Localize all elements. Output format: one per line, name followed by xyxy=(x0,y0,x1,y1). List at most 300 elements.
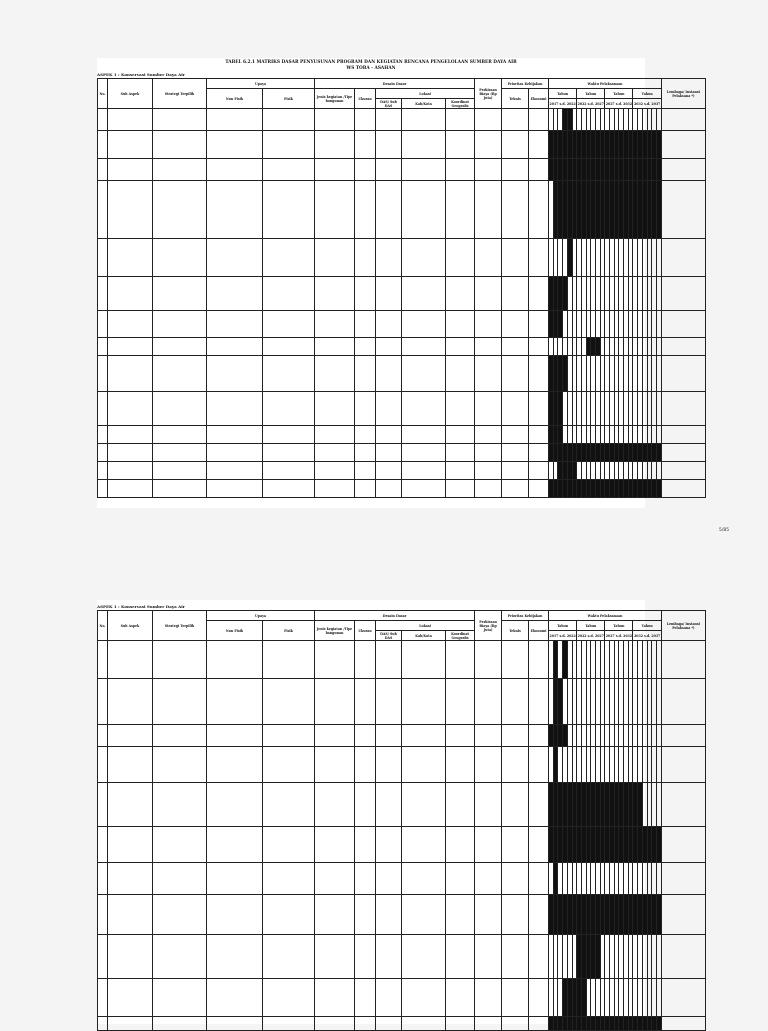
table-cell xyxy=(376,392,402,426)
table-cell xyxy=(402,159,446,181)
table-cell xyxy=(315,747,355,783)
header-prioritas: Prioritas Kebijakan xyxy=(502,79,549,89)
table-cell xyxy=(153,827,207,863)
table-cell xyxy=(98,311,108,338)
table-cell xyxy=(315,827,355,863)
table-cell xyxy=(315,311,355,338)
header-ekonomi: Ekonomi xyxy=(529,89,549,109)
table-cell xyxy=(502,462,529,480)
table-cell xyxy=(529,979,549,1017)
table-cell xyxy=(376,277,402,311)
table-row xyxy=(98,827,706,863)
page-marker: 5/85 xyxy=(719,528,730,533)
table-cell xyxy=(207,444,263,462)
table-cell xyxy=(475,338,502,356)
table-cell xyxy=(263,338,315,356)
table-cell xyxy=(502,863,529,895)
table-cell xyxy=(661,827,705,863)
table-cell xyxy=(529,641,549,679)
table-cell xyxy=(376,641,402,679)
table-cell xyxy=(376,462,402,480)
table-cell xyxy=(402,895,446,935)
table-cell xyxy=(153,979,207,1017)
matrix-table-1 xyxy=(97,78,706,498)
table-cell xyxy=(402,462,446,480)
table-cell xyxy=(502,747,529,783)
table-cell xyxy=(207,311,263,338)
table-cell xyxy=(207,462,263,480)
table-cell xyxy=(355,783,376,827)
table-cell xyxy=(446,747,475,783)
table-cell xyxy=(529,311,549,338)
table-cell xyxy=(502,480,529,498)
table-cell xyxy=(207,109,263,131)
table-cell xyxy=(355,181,376,239)
table-cell xyxy=(376,338,402,356)
table-cell xyxy=(263,311,315,338)
table-cell xyxy=(475,239,502,277)
table-cell xyxy=(402,181,446,239)
table-cell xyxy=(661,725,705,747)
table-body-1 xyxy=(98,109,706,498)
table-cell xyxy=(108,392,153,426)
table-cell xyxy=(529,783,549,827)
table-cell xyxy=(263,641,315,679)
table-cell xyxy=(502,979,529,1017)
table-cell xyxy=(108,109,153,131)
table-cell xyxy=(502,277,529,311)
table-cell xyxy=(355,462,376,480)
table-cell xyxy=(315,462,355,480)
table-cell xyxy=(108,462,153,480)
table-cell xyxy=(661,462,705,480)
header-sub-aspek: Sub Aspek xyxy=(108,611,153,641)
table-cell xyxy=(108,338,153,356)
table-cell xyxy=(153,131,207,159)
table-cell xyxy=(376,131,402,159)
table-cell xyxy=(98,641,108,679)
table-cell xyxy=(475,159,502,181)
table-cell xyxy=(502,109,529,131)
table-cell xyxy=(502,725,529,747)
table-cell xyxy=(502,131,529,159)
header-period-1: 2017 s.d. 2022 xyxy=(549,631,577,641)
table-cell xyxy=(207,426,263,444)
table-cell xyxy=(263,181,315,239)
table-row xyxy=(98,277,706,311)
table-cell xyxy=(446,277,475,311)
table-cell xyxy=(402,131,446,159)
header-tahun-2: Tahun xyxy=(577,89,605,99)
table-row xyxy=(98,109,706,131)
table-cell xyxy=(502,426,529,444)
table-cell xyxy=(661,444,705,462)
table-cell xyxy=(315,181,355,239)
table-cell xyxy=(529,863,549,895)
table-cell xyxy=(315,277,355,311)
table-cell xyxy=(661,641,705,679)
header-period-2: 2022 s.d. 2027 xyxy=(577,99,605,109)
header-non-fisik: Non Fisik xyxy=(207,621,263,641)
table-cell xyxy=(263,979,315,1017)
table-cell xyxy=(446,462,475,480)
table-cell xyxy=(402,827,446,863)
table-row xyxy=(98,863,706,895)
header-desain-dasar: Desain Dasar xyxy=(315,611,475,621)
header-period-3: 2027 s.d. 2032 xyxy=(605,99,633,109)
table-cell xyxy=(355,863,376,895)
table-cell xyxy=(475,725,502,747)
table-cell xyxy=(376,444,402,462)
table-cell xyxy=(108,747,153,783)
table-cell xyxy=(153,159,207,181)
table-cell xyxy=(376,239,402,277)
table-cell xyxy=(529,679,549,725)
table-cell xyxy=(529,392,549,426)
table-cell xyxy=(475,109,502,131)
table-cell xyxy=(446,444,475,462)
table-cell xyxy=(376,935,402,979)
table-cell xyxy=(315,356,355,392)
table-cell xyxy=(153,679,207,725)
table-cell xyxy=(475,392,502,426)
table-cell xyxy=(153,239,207,277)
table-row xyxy=(98,356,706,392)
table-cell xyxy=(98,159,108,181)
header-no: No. xyxy=(98,79,108,109)
table-row xyxy=(98,131,706,159)
table-title-line-1: TABEL 6.2.1 MATRIKS DASAR PENYUSUNAN PROGRAM DAN KEGIATAN RENCANA PENGELOLAAN SUMBER DAYA AIR xyxy=(225,60,517,65)
table-cell xyxy=(108,679,153,725)
table-cell xyxy=(153,338,207,356)
document-page-1 xyxy=(97,58,700,508)
table-cell xyxy=(446,895,475,935)
table-cell xyxy=(475,131,502,159)
table-cell xyxy=(376,480,402,498)
table-cell xyxy=(661,109,705,131)
header-period-4: 2032 s.d. 2037 xyxy=(633,99,661,109)
table-cell xyxy=(355,935,376,979)
table-cell xyxy=(502,641,529,679)
table-cell xyxy=(207,935,263,979)
table-cell xyxy=(315,863,355,895)
table-cell xyxy=(315,426,355,444)
table-cell xyxy=(98,239,108,277)
table-cell xyxy=(355,979,376,1017)
table-cell xyxy=(475,863,502,895)
table-cell xyxy=(355,239,376,277)
table-row xyxy=(98,181,706,239)
table-cell xyxy=(263,863,315,895)
table-cell xyxy=(98,426,108,444)
table-cell xyxy=(402,356,446,392)
table-cell xyxy=(355,480,376,498)
table-cell xyxy=(207,356,263,392)
table-cell xyxy=(355,747,376,783)
table-cell xyxy=(661,277,705,311)
table-cell xyxy=(475,747,502,783)
header-sub-aspek: Sub Aspek xyxy=(108,79,153,109)
header-jenis-kegiatan: Jenis kegiatan /Tipe bangunan xyxy=(315,621,355,641)
table-cell xyxy=(98,979,108,1017)
table-row xyxy=(98,979,706,1017)
table-cell xyxy=(153,480,207,498)
table-cell xyxy=(446,426,475,444)
table-cell xyxy=(207,679,263,725)
table-cell xyxy=(355,679,376,725)
table-cell xyxy=(529,181,549,239)
header-tahun-1: Tahun xyxy=(549,89,577,99)
table-cell xyxy=(475,935,502,979)
table-cell xyxy=(263,480,315,498)
table-cell xyxy=(207,641,263,679)
table-cell xyxy=(108,444,153,462)
table-cell xyxy=(263,747,315,783)
table-cell xyxy=(108,356,153,392)
table-cell xyxy=(661,480,705,498)
table-cell xyxy=(446,239,475,277)
table-cell xyxy=(475,783,502,827)
table-cell xyxy=(355,356,376,392)
table-cell xyxy=(475,641,502,679)
table-cell xyxy=(376,725,402,747)
table-cell xyxy=(98,679,108,725)
table-cell xyxy=(207,338,263,356)
table-row xyxy=(98,641,706,679)
table-cell xyxy=(108,311,153,338)
table-cell xyxy=(263,895,315,935)
header-strategi: Strategi Terpilih xyxy=(153,611,207,641)
table-cell xyxy=(263,462,315,480)
header-perkiraan-biaya: Perkiraan Biaya (Rp Juta) xyxy=(475,79,502,109)
table-cell xyxy=(108,131,153,159)
table-cell xyxy=(207,783,263,827)
table-cell xyxy=(502,895,529,935)
table-cell xyxy=(263,679,315,725)
header-das: DAS/ Sub DAS xyxy=(376,631,402,641)
header-ukuran: Ukuran xyxy=(355,621,376,641)
table-cell xyxy=(529,462,549,480)
table-cell xyxy=(402,311,446,338)
table-cell xyxy=(98,392,108,426)
table-cell xyxy=(355,392,376,426)
table-cell xyxy=(98,725,108,747)
table-cell xyxy=(263,239,315,277)
table-cell xyxy=(207,239,263,277)
table-title xyxy=(97,58,645,72)
header-tahun-2: Tahun xyxy=(577,621,605,631)
table-cell xyxy=(529,239,549,277)
table-cell xyxy=(263,783,315,827)
header-period-1: 2017 s.d. 2022 xyxy=(549,99,577,109)
header-waktu: Waktu Pelaksanaan xyxy=(549,611,662,621)
table-cell xyxy=(446,181,475,239)
table-cell xyxy=(153,311,207,338)
table-cell xyxy=(661,392,705,426)
table-cell xyxy=(315,935,355,979)
table-cell xyxy=(98,356,108,392)
table-cell xyxy=(446,311,475,338)
table-cell xyxy=(207,747,263,783)
table-cell xyxy=(529,444,549,462)
table-cell xyxy=(446,159,475,181)
table-cell xyxy=(153,444,207,462)
table-cell xyxy=(263,827,315,863)
table-cell xyxy=(376,747,402,783)
header-koordinat: Koordinat Geografis xyxy=(446,631,475,641)
table-cell xyxy=(446,863,475,895)
header-fisik: Fisik xyxy=(263,621,315,641)
table-cell xyxy=(98,863,108,895)
header-strategi: Strategi Terpilih xyxy=(153,79,207,109)
table-cell xyxy=(661,935,705,979)
table-cell xyxy=(207,392,263,426)
table-cell xyxy=(315,392,355,426)
table-cell xyxy=(98,277,108,311)
table-cell xyxy=(153,181,207,239)
table-cell xyxy=(661,747,705,783)
table-cell xyxy=(263,109,315,131)
header-tahun-4: Tahun xyxy=(633,621,661,631)
header-prioritas: Prioritas Kebijakan xyxy=(502,611,549,621)
header-tahun-1: Tahun xyxy=(549,621,577,631)
table-cell xyxy=(661,979,705,1017)
table-cell xyxy=(402,863,446,895)
table-cell xyxy=(98,747,108,783)
header-lembaga: Lembaga/ Instansi Pelaksana *) xyxy=(661,79,705,109)
table-cell xyxy=(376,979,402,1017)
table-cell xyxy=(376,159,402,181)
table-cell xyxy=(376,863,402,895)
table-cell xyxy=(263,277,315,311)
table-cell xyxy=(402,109,446,131)
table-cell xyxy=(263,725,315,747)
table-cell xyxy=(98,444,108,462)
table-cell xyxy=(661,159,705,181)
header-das: DAS/ Sub DAS xyxy=(376,99,402,109)
table-cell xyxy=(98,338,108,356)
table-cell xyxy=(402,444,446,462)
table-cell xyxy=(529,747,549,783)
table-row xyxy=(98,462,706,480)
table-cell xyxy=(355,895,376,935)
table-cell xyxy=(661,181,705,239)
table-cell xyxy=(376,311,402,338)
table-cell xyxy=(529,935,549,979)
table-cell xyxy=(263,935,315,979)
table-cell xyxy=(376,109,402,131)
table-cell xyxy=(108,783,153,827)
table-cell xyxy=(402,747,446,783)
table-cell xyxy=(402,679,446,725)
header-no: No. xyxy=(98,611,108,641)
table-cell xyxy=(475,277,502,311)
header-lembaga: Lembaga/ Instansi Pelaksana *) xyxy=(661,611,705,641)
table-cell xyxy=(502,239,529,277)
table-cell xyxy=(402,277,446,311)
table-cell xyxy=(502,392,529,426)
header-teknis: Teknis xyxy=(502,89,529,109)
table-cell xyxy=(502,679,529,725)
table-cell xyxy=(661,679,705,725)
table-cell xyxy=(207,131,263,159)
header-kab-kota: Kab/Kota xyxy=(402,99,446,109)
table-cell xyxy=(446,827,475,863)
table-cell xyxy=(108,239,153,277)
table-row xyxy=(98,895,706,935)
table-cell xyxy=(475,311,502,338)
table-cell xyxy=(529,480,549,498)
table-cell xyxy=(108,641,153,679)
table-cell xyxy=(98,462,108,480)
table-cell xyxy=(153,783,207,827)
table-cell xyxy=(529,131,549,159)
header-waktu: Waktu Pelaksanaan xyxy=(549,79,662,89)
header-fisik: Fisik xyxy=(263,89,315,109)
table-cell xyxy=(153,641,207,679)
table-cell xyxy=(355,109,376,131)
table-cell xyxy=(475,827,502,863)
header-non-fisik: Non Fisik xyxy=(207,89,263,109)
table-cell xyxy=(153,109,207,131)
header-ekonomi: Ekonomi xyxy=(529,621,549,641)
table-row xyxy=(98,935,706,979)
table-cell xyxy=(376,895,402,935)
table-cell xyxy=(475,895,502,935)
table-cell xyxy=(108,277,153,311)
table-cell xyxy=(355,277,376,311)
table-body-2 xyxy=(98,641,706,1031)
table-cell xyxy=(98,131,108,159)
table-row xyxy=(98,444,706,462)
header-period-3: 2027 s.d. 2032 xyxy=(605,631,633,641)
table-cell xyxy=(315,159,355,181)
table-cell xyxy=(98,895,108,935)
table-cell xyxy=(153,935,207,979)
table-cell xyxy=(153,863,207,895)
table-cell xyxy=(315,480,355,498)
table-cell xyxy=(376,181,402,239)
table-cell xyxy=(108,827,153,863)
table-cell xyxy=(502,338,529,356)
table-cell xyxy=(446,480,475,498)
table-cell xyxy=(446,392,475,426)
header-period-2: 2022 s.d. 2027 xyxy=(577,631,605,641)
table-cell xyxy=(315,783,355,827)
table-cell xyxy=(502,311,529,338)
table-cell xyxy=(402,239,446,277)
table-cell xyxy=(446,783,475,827)
table-cell xyxy=(263,392,315,426)
table-cell xyxy=(98,783,108,827)
table-cell xyxy=(502,783,529,827)
table-row xyxy=(98,783,706,827)
table-cell xyxy=(355,725,376,747)
table-cell xyxy=(108,181,153,239)
header-period-4: 2032 s.d. 2037 xyxy=(633,631,661,641)
table-cell xyxy=(661,131,705,159)
table-cell xyxy=(153,277,207,311)
table-cell xyxy=(529,338,549,356)
aspect-label: ASPEK 1 : Konservasi Sumber Daya Air xyxy=(97,72,185,77)
header-tahun-4: Tahun xyxy=(633,89,661,99)
table-cell xyxy=(207,159,263,181)
table-cell xyxy=(355,827,376,863)
table-cell xyxy=(529,725,549,747)
table-cell xyxy=(315,131,355,159)
header-tahun-3: Tahun xyxy=(605,621,633,631)
table-cell xyxy=(98,109,108,131)
